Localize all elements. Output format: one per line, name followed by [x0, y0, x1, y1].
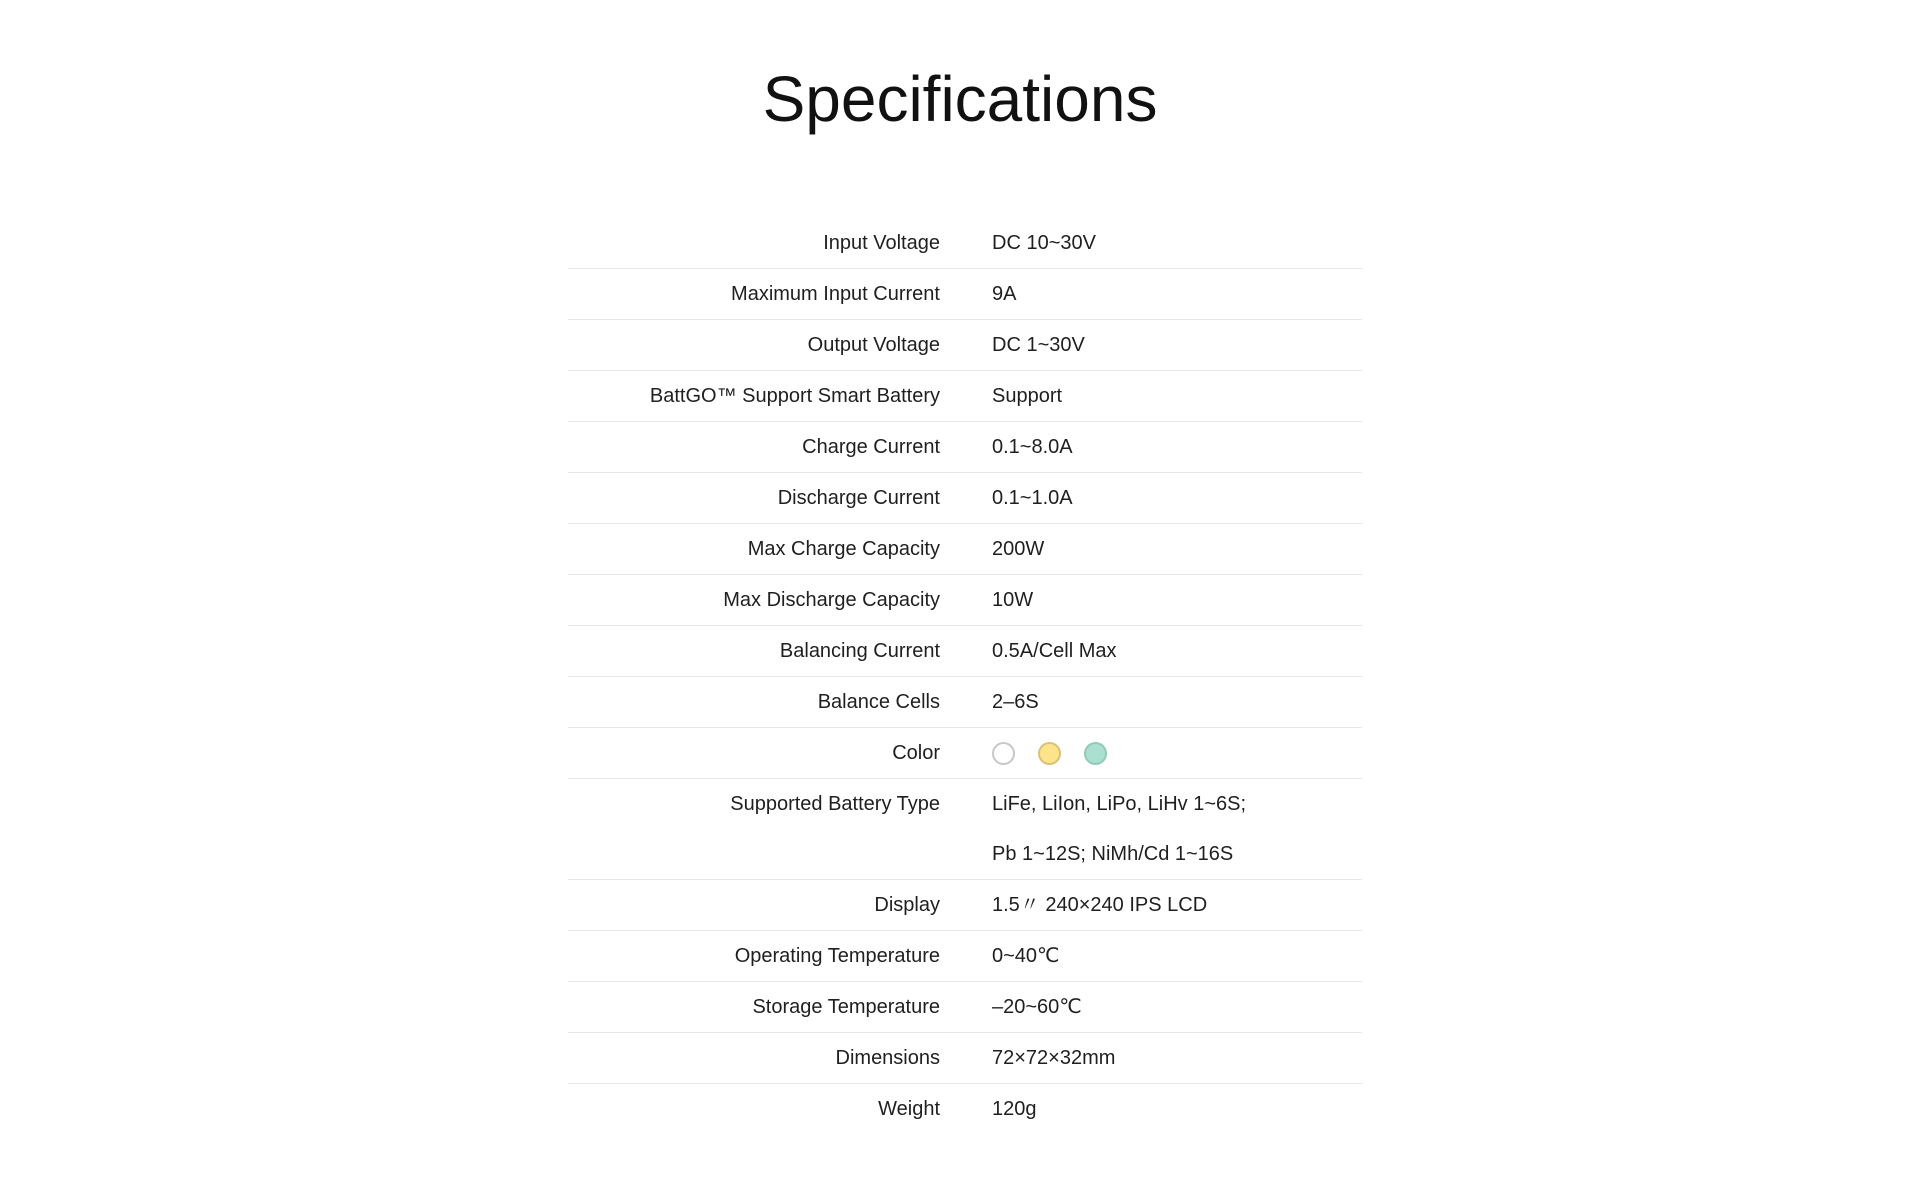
spec-label: Charge Current [802, 436, 940, 458]
spec-row-dimensions [568, 1033, 1362, 1084]
spec-label: Display [874, 894, 940, 916]
spec-label: Max Discharge Capacity [723, 589, 940, 611]
spec-row-charge-current [568, 422, 1362, 473]
spec-table [568, 218, 1362, 1134]
spec-label: Discharge Current [777, 487, 940, 509]
spec-value: Support [992, 385, 1063, 407]
spec-value: 10W [992, 589, 1034, 611]
spec-label: Storage Temperature [752, 996, 940, 1018]
spec-label: BattGO™ Support Smart Battery [649, 385, 940, 407]
color-swatch-white[interactable] [992, 742, 1015, 765]
spec-row-color [568, 728, 1362, 779]
spec-row-input-voltage [568, 218, 1362, 269]
spec-label: Operating Temperature [734, 945, 940, 967]
color-swatch-yellow[interactable] [1038, 742, 1061, 765]
spec-label: Output Voltage [807, 334, 940, 356]
spec-row-max-discharge-capacity [568, 575, 1362, 626]
spec-value: 2–6S [992, 691, 1039, 713]
spec-value [940, 728, 1107, 778]
spec-row-weight [568, 1084, 1362, 1134]
spec-row-storage-temperature [568, 982, 1362, 1033]
spec-row-discharge-current [568, 473, 1362, 524]
spec-value: 0~40℃ [992, 945, 1060, 967]
spec-row-max-charge-capacity [568, 524, 1362, 575]
spec-label: Dimensions [835, 1047, 940, 1069]
spec-row-supported-battery-type [568, 779, 1362, 880]
spec-row-battgo-support [568, 371, 1362, 422]
spec-label: Weight [878, 1098, 940, 1120]
spec-value-line-2: Pb 1~12S; NiMh/Cd 1~16S [992, 843, 1234, 865]
spec-row-balance-cells [568, 677, 1362, 728]
color-swatch-mint[interactable] [1084, 742, 1107, 765]
spec-value: 0.5A/Cell Max [992, 640, 1117, 662]
spec-value: 72×72×32mm [992, 1047, 1116, 1069]
spec-label: Input Voltage [823, 232, 940, 254]
spec-row-maximum-input-current [568, 269, 1362, 320]
color-swatches [992, 728, 1107, 778]
spec-row-operating-temperature [568, 931, 1362, 982]
spec-row-balancing-current [568, 626, 1362, 677]
page-title: Specifications [762, 63, 1158, 135]
spec-value: DC 1~30V [992, 334, 1085, 356]
spec-label: Color [892, 742, 940, 764]
spec-value: 9A [992, 283, 1017, 305]
spec-value: 0.1~8.0A [992, 436, 1073, 458]
spec-row-display [568, 880, 1362, 931]
spec-label: Balancing Current [779, 640, 940, 662]
spec-value: 200W [992, 538, 1045, 560]
spec-label: Balance Cells [817, 691, 940, 713]
spec-label: Maximum Input Current [731, 283, 940, 305]
spec-value [940, 779, 1246, 879]
spec-value: 1.5〃 240×240 IPS LCD [992, 894, 1208, 916]
spec-row-output-voltage [568, 320, 1362, 371]
spec-value: –20~60℃ [992, 996, 1082, 1018]
spec-value: 120g [992, 1098, 1037, 1120]
spec-value-line-1: LiFe, LiIon, LiPo, LiHv 1~6S; [992, 793, 1247, 815]
spec-label: Supported Battery Type [730, 793, 940, 815]
spec-value: DC 10~30V [992, 232, 1096, 254]
spec-label: Max Charge Capacity [747, 538, 940, 560]
spec-value: 0.1~1.0A [992, 487, 1073, 509]
